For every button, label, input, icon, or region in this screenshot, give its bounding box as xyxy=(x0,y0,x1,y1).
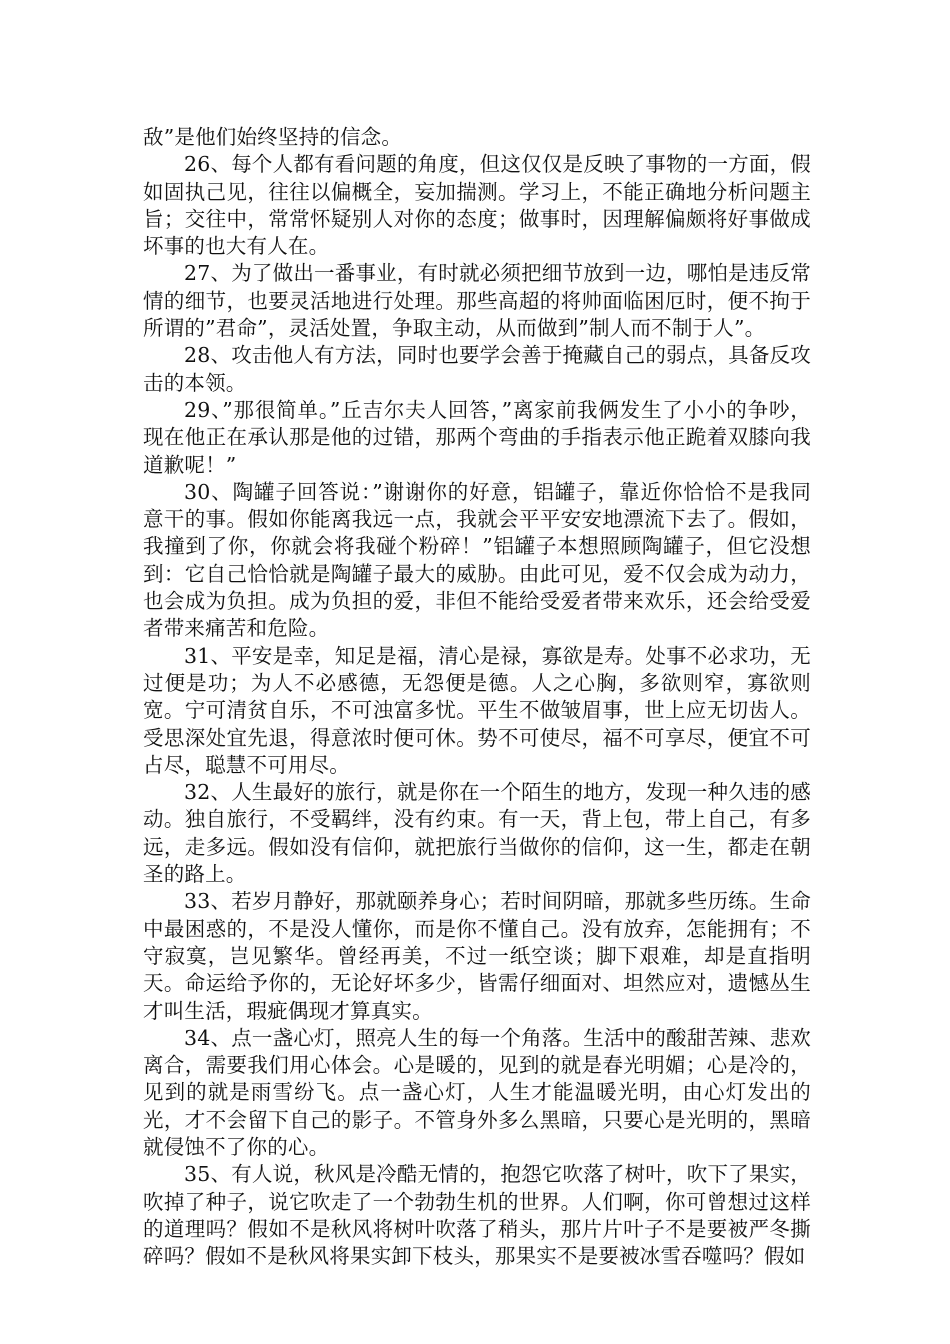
paragraph-28: 28、攻击他人有方法，同时也要学会善于掩藏自己的弱点，具备反攻击的本领。 xyxy=(143,343,811,395)
paragraph-30: 30、陶罐子回答说：”谢谢你的好意，铝罐子，靠近你恰恰不是我同意干的事。假如你能离我远一点，我就会平平安安地漂流下去了。假如，我撞到了你，你就会将我碰个粉碎！”铝罐子本想照顾陶罐子，但它没想到：它自己恰恰就是陶罐子最大的威胁。由此可见，爱不仅会成为动力，也会成为负担。成为负担的爱，非但不能给受爱者带来欢乐，还会给受爱者带来痛苦和危险。 xyxy=(143,479,811,641)
paragraph-27: 27、为了做出一番事业，有时就必须把细节放到一边，哪怕是违反常情的细节，也要灵活地进行处理。那些高超的将帅面临困厄时，便不拘于所谓的”君命”，灵活处置，争取主动，从而做到”制人而不制于人”。 xyxy=(143,261,811,341)
paragraph-32: 32、人生最好的旅行，就是你在一个陌生的地方，发现一种久违的感动。独自旅行，不受羁绊，没有约束。有一天，背上包，带上自己，有多远，走多远。假如没有信仰，就把旅行当做你的信仰，这一生，都走在朝圣的路上。 xyxy=(143,780,811,887)
paragraph-25-tail: 敌”是他们始终坚持的信念。 xyxy=(143,125,403,149)
paragraph-34: 34、点一盏心灯，照亮人生的每一个角落。生活中的酸甜苦辣、悲欢离合，需要我们用心体会。心是暖的，见到的就是春光明媚；心是冷的，见到的就是雨雪纷飞。点一盏心灯，人生才能温暖光明，由心灯发出的光，才不会留下自己的影子。不管身外多么黑暗，只要心是光明的，黑暗就侵蚀不了你的心。 xyxy=(143,1025,811,1159)
paragraph-33: 33、若岁月静好，那就颐养身心；若时间阴暗，那就多些历练。生命中最困惑的，不是没人懂你，而是你不懂自己。没有放弃，怎能拥有；不守寂寞，岂见繁华。曾经再美，不过一纸空谈；脚下艰难，却是直指明天。命运给予你的，无论好坏多少，皆需仔细面对、坦然应对，遗憾丛生才叫生活，瑕疵偶现才算真实。 xyxy=(143,889,811,1023)
paragraph-26: 26、每个人都有看问题的角度，但这仅仅是反映了事物的一方面，假如固执己见，往往以偏概全，妄加揣测。学习上，不能正确地分析问题主旨；交往中，常常怀疑别人对你的态度；做事时，因理解偏颇将好事做成坏事的也大有人在。 xyxy=(143,152,811,259)
document-page xyxy=(143,124,811,1270)
paragraph-29: 29、”那很简单。”丘吉尔夫人回答，”离家前我俩发生了小小的争吵，现在他正在承认那是他的过错，那两个弯曲的手指表示他正跪着双膝向我道歉呢！” xyxy=(143,397,811,477)
paragraph-35: 35、有人说，秋风是冷酷无情的，抱怨它吹落了树叶，吹下了果实，吹掉了种子，说它吹走了一个勃勃生机的世界。人们啊，你可曾想过这样的道理吗？假如不是秋风将树叶吹落了稍头，那片片叶子不是要被严冬撕碎吗？假如不是秋风将果实卸下枝头，那果实不是要被冰雪吞噬吗？假如 xyxy=(143,1162,811,1269)
paragraph-31: 31、平安是幸，知足是福，清心是禄，寡欲是寿。处事不必求功，无过便是功；为人不必感德，无怨便是德。人之心胸，多欲则窄，寡欲则宽。宁可清贫自乐，不可浊富多忧。平生不做皱眉事，世上应无切齿人。受思深处宜先退，得意浓时便可休。势不可使尽，福不可享尽，便宜不可占尽，聪慧不可用尽。 xyxy=(143,643,811,777)
